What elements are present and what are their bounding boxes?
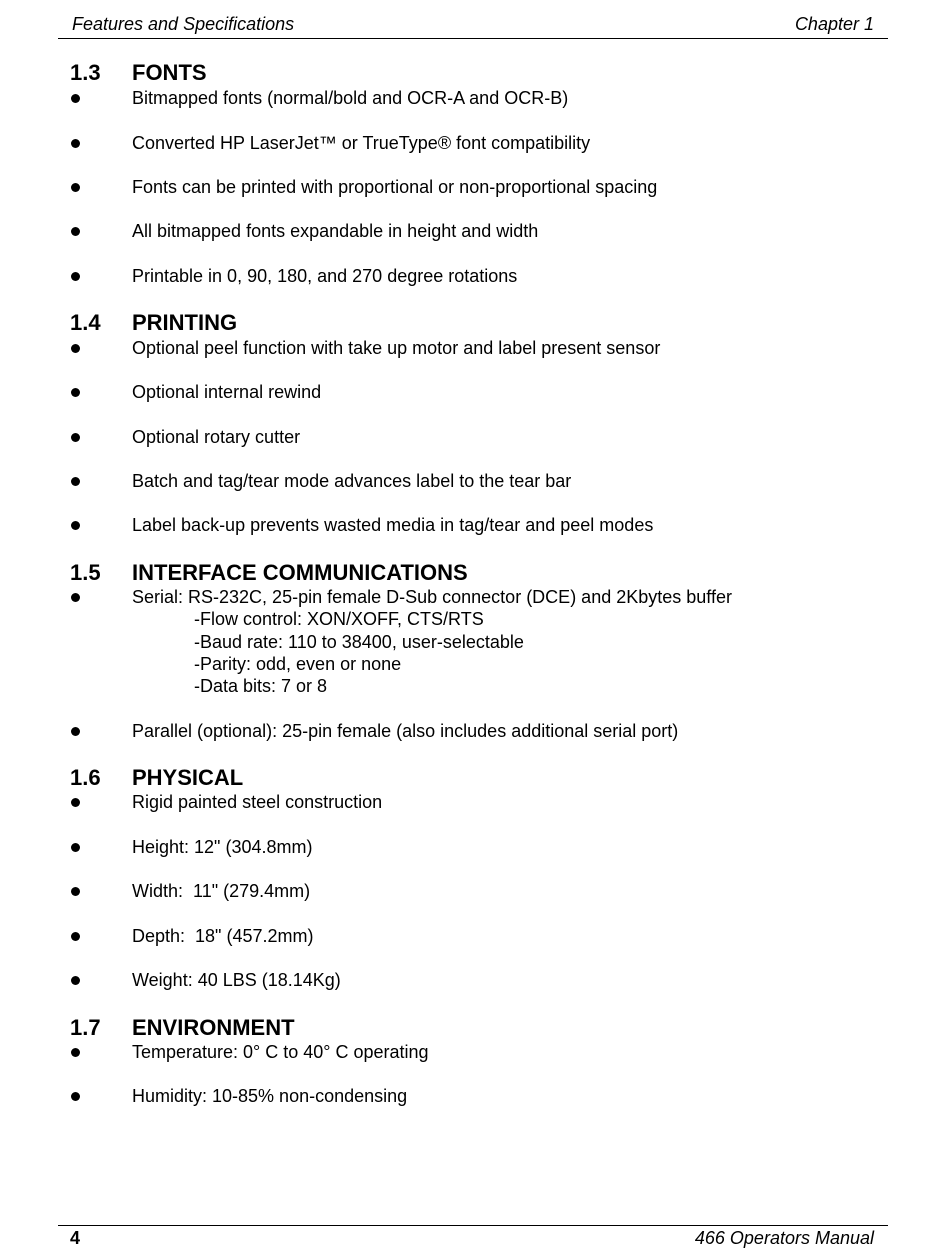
list-item-text: Parallel (optional): 25-pin female (also includes additional serial port) [132, 721, 679, 741]
section-heading-fonts [70, 60, 207, 86]
list-item-text: All bitmapped fonts expandable in height and width [132, 221, 539, 241]
bullet-icon [71, 798, 80, 807]
section-heading-printing [70, 310, 237, 336]
list-item-text: Depth: 18" (457.2mm) [132, 926, 314, 946]
bullet-icon [71, 887, 80, 896]
list-item-text: Optional internal rewind [132, 382, 322, 402]
bullet-icon [71, 932, 80, 941]
list-item-text: Height: 12" (304.8mm) [132, 837, 313, 857]
section-title: PHYSICAL [132, 765, 244, 790]
list-item-text: Converted HP LaserJet™ or TrueType® font compatibility [132, 133, 591, 153]
list-item-text: Serial: RS-232C, 25-pin female D-Sub connector (DCE) and 2Kbytes buffer [132, 587, 732, 607]
list-item-text: Weight: 40 LBS (18.14Kg) [132, 970, 341, 990]
section-heading-physical [70, 765, 243, 791]
list-item-text: Optional rotary cutter [132, 427, 301, 447]
page-footer [58, 1225, 888, 1256]
bullet-icon [71, 94, 80, 103]
serial-detail: -Flow control: XON/XOFF, CTS/RTS [194, 609, 484, 629]
list-item-text: Batch and tag/tear mode advances label to the tear bar [132, 471, 572, 491]
bullet-icon [71, 593, 80, 602]
section-title: FONTS [132, 60, 207, 85]
bullet-icon [71, 843, 80, 852]
header-section-title: Features and Specifications [72, 14, 295, 34]
bullet-icon [71, 1048, 80, 1057]
serial-detail: -Parity: odd, even or none [194, 654, 402, 674]
page-number: 4 [70, 1228, 81, 1248]
list-item-text: Label back-up prevents wasted media in tag/tear and peel modes [132, 515, 654, 535]
section-title: ENVIRONMENT [132, 1015, 295, 1040]
section-number: 1.4 [70, 310, 101, 335]
section-heading-environment [70, 1015, 295, 1041]
list-item-text: Printable in 0, 90, 180, and 270 degree rotations [132, 266, 518, 286]
section-number: 1.7 [70, 1015, 101, 1040]
section-number: 1.6 [70, 765, 101, 790]
list-item-text: Rigid painted steel construction [132, 792, 383, 812]
bullet-icon [71, 139, 80, 148]
bullet-icon [71, 521, 80, 530]
bullet-icon [71, 183, 80, 192]
list-item-text: Bitmapped fonts (normal/bold and OCR-A and OCR-B) [132, 88, 569, 108]
section-heading-interface [70, 560, 468, 586]
page-header [58, 12, 888, 39]
serial-detail: -Baud rate: 110 to 38400, user-selectable [194, 632, 524, 652]
section-title: INTERFACE COMMUNICATIONS [132, 560, 468, 585]
section-number: 1.3 [70, 60, 101, 85]
section-title: PRINTING [132, 310, 238, 335]
bullet-icon [71, 433, 80, 442]
bullet-icon [71, 727, 80, 736]
bullet-icon [71, 272, 80, 281]
manual-title: 466 Operators Manual [694, 1228, 874, 1248]
bullet-icon [71, 477, 80, 486]
serial-detail: -Data bits: 7 or 8 [194, 676, 328, 696]
bullet-icon [71, 1092, 80, 1101]
section-number: 1.5 [70, 560, 101, 585]
header-chapter: Chapter 1 [794, 14, 874, 34]
bullet-icon [71, 344, 80, 353]
bullet-icon [71, 227, 80, 236]
bullet-icon [71, 976, 80, 985]
list-item-text: Fonts can be printed with proportional or non-proportional spacing [132, 177, 658, 197]
bullet-icon [71, 388, 80, 397]
list-item-text: Width: 11" (279.4mm) [132, 881, 311, 901]
list-item-text: Temperature: 0° C to 40° C operating [132, 1042, 429, 1062]
list-item-text: Optional peel function with take up motor and label present sensor [132, 338, 661, 358]
list-item-text: Humidity: 10-85% non-condensing [132, 1086, 408, 1106]
